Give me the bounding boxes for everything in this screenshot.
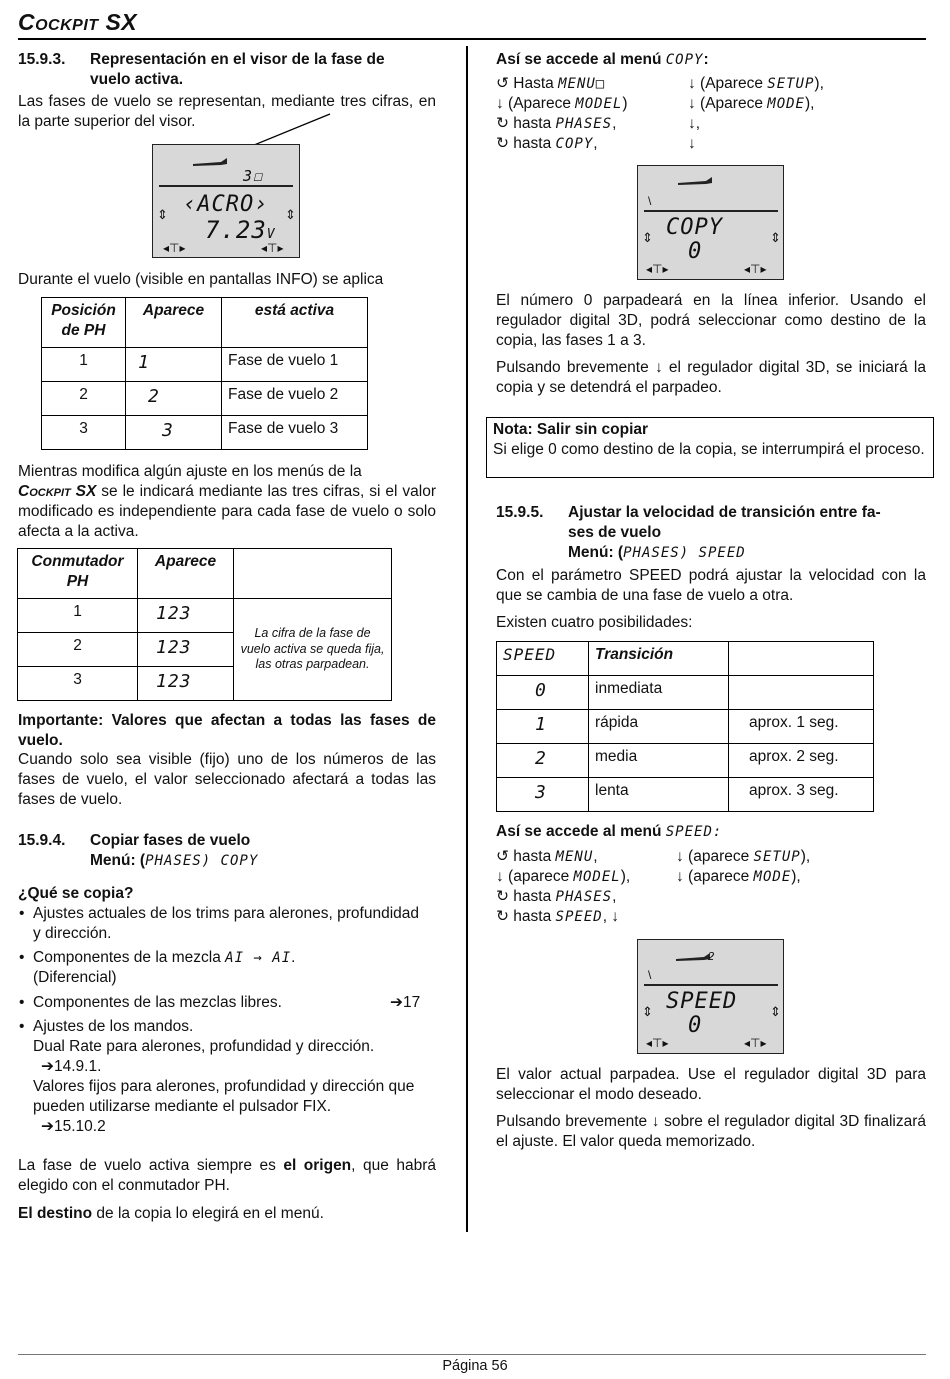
copy-navigation: ↺ Hasta MENU□ ↓ (Aparece SETUP), ↓ (Aparece MODEL) ↓ (Aparece MODE), ↻ hasta PHASES, ↓, ↻ hasta COPY, ↓ — [496, 75, 824, 152]
page-number: Página 56 — [442, 1358, 508, 1374]
header-rule — [18, 38, 926, 40]
airplane-icon — [191, 155, 231, 169]
speed-navigation: ↺ hasta MENU, ↓ (aparece SETUP), ↓ (aparece MODEL), ↓ (aparece MODE), ↻ hasta PHASES, ↻ hasta SPEED, ↓ — [496, 848, 811, 925]
possibilities-text: Existen cuatro posibilidades: — [496, 614, 693, 631]
section-15-9-4-heading: 15.9.4. Copiar fases de vuelo Menú: (PHASES) COPY — [18, 832, 259, 870]
note-box: Nota: Salir sin copiar Si elige 0 como destino de la copia, se interrumpirá el proceso. — [486, 417, 934, 478]
copy-paragraph-2: Pulsando brevemente ↓ el regulador digital 3D, se iniciará la copia y se detendrá el parpadeo. — [496, 359, 926, 397]
info-text: Durante el vuelo (visible en pantallas INFO) se aplica — [18, 271, 384, 288]
origin-paragraph: La fase de vuelo activa siempre es el origen, que habrá elegido con el conmutador PH. — [18, 1157, 436, 1195]
footer-rule — [18, 1354, 926, 1355]
speed-paragraph: Con el parámetro SPEED podrá ajustar la velocidad con la que se cambia de una fase de vuelo a otra. — [496, 567, 926, 605]
column-divider — [466, 46, 468, 1232]
switch-ph-table: Conmutador PH Aparece 1 123 La cifra de la fase de vuelo activa se queda fija, las otras parpadean. 2 123 3 123 — [17, 548, 392, 701]
section-15-9-5-heading: 15.9.5. Ajustar la velocidad de transición entre fa- ses de vuelo Menú: (PHASES) SPEED — [496, 504, 881, 562]
speed-table: SPEED Transición 0 inmediata 1 rápida aprox. 1 seg. 2 media aprox. 2 seg. 3 lenta aprox. 3 seg. — [496, 641, 874, 812]
speed-paragraph-3: Pulsando brevemente ↓ sobre el regulador digital 3D finalizará el ajuste. El valor queda memorizado. — [496, 1113, 926, 1151]
lcd-screen-acro: 3☐ ‹ACRO› 7.23V ⇕ ⇕ ◂⊤▸ ◂⊤▸ — [152, 144, 300, 258]
list-item: • Componentes de la mezcla AI → AI. (Diferencial) — [18, 948, 428, 988]
airplane-icon — [676, 174, 716, 188]
what-is-copied-title: ¿Qué se copia? — [18, 885, 134, 902]
modify-paragraph: Mientras modifica algún ajuste en los menús de la Cockpit SX se le indicará mediante las tres cifras, si el valor modificado es independiente para cada fase de vuelo o solo afecta a la activa. — [18, 463, 436, 541]
list-item: • Componentes de las mezclas libres. ➔17 — [18, 993, 428, 1013]
header-title: Cockpit SX — [18, 9, 138, 35]
list-item: • Ajustes de los mandos. Dual Rate para alerones, profundidad y dirección. ➔14.9.1. Valores fijos para alerones, profundidad y dirección que pueden utilizarse mediante el pulsador FIX. ➔15.10.2 — [18, 1017, 428, 1138]
important-text: Cuando solo sea visible (fijo) uno de los números de las fases de vuelo, el valor seleccionado afectará a todas las fases de vuelo. — [18, 751, 436, 809]
list-item: • Ajustes actuales de los trims para alerones, profundidad y dirección. — [18, 904, 428, 944]
phase-position-table: Posición de PH Aparece está activa 1 1 Fase de vuelo 1 2 2 Fase de vuelo 2 3 3 Fase de vuelo 3 — [41, 297, 368, 450]
important-title: Importante: Valores que afectan a todas las fases de vuelo. — [18, 712, 436, 750]
section-15-9-3-heading: 15.9.3. Representación en el visor de la fase de vuelo activa. — [18, 51, 385, 89]
speed-paragraph-2: El valor actual parpadea. Use el regulador digital 3D para seleccionar el modo deseado. — [496, 1066, 926, 1104]
access-copy-heading: Así se accede al menú COPY: — [496, 51, 709, 68]
section-15-9-3-intro: Las fases de vuelo se representan, mediante tres cifras, en la parte superior del visor. — [18, 93, 436, 131]
copy-items-list — [18, 904, 428, 1138]
copy-paragraph-1: El número 0 parpadeará en la línea inferior. Usando el regulador digital 3D, podrá seleccionar como destino de la copia, las fases 1 a 3. — [496, 292, 926, 350]
lcd-screen-copy: \ COPY 0 ⇕ ⇕ ◂⊤▸ ◂⊤▸ — [637, 165, 784, 280]
access-speed-heading: Así se accede al menú SPEED: — [496, 823, 723, 840]
lcd-screen-speed: \ 2 SPEED 0 ⇕ ⇕ ◂⊤▸ ◂⊤▸ — [637, 939, 784, 1054]
destination-paragraph: El destino de la copia lo elegirá en el menú. — [18, 1205, 324, 1222]
